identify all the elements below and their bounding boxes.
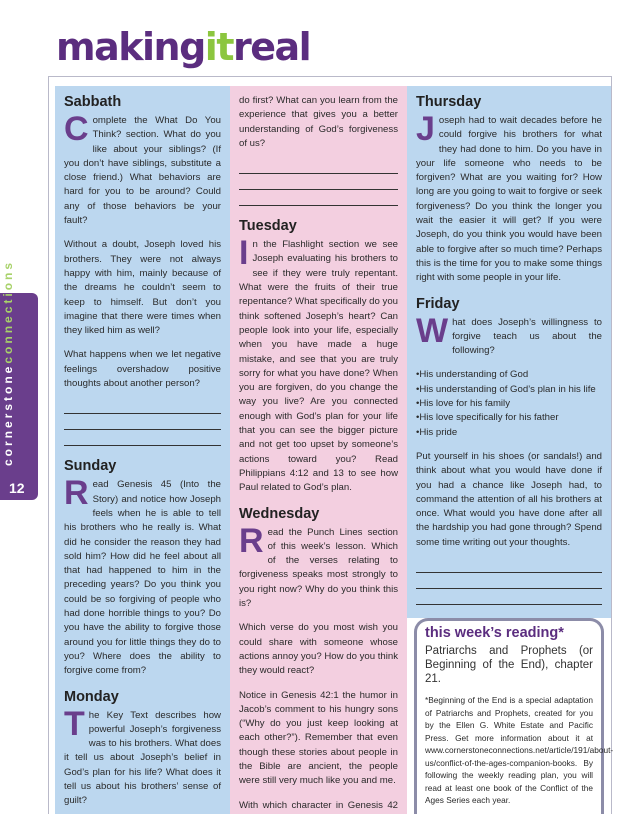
sunday-paragraph-1: Read Genesis 45 (Into the Story) and notice how Joseph feels when he is able to tell his brothers who he really is. What did he consider the reason they had sold him? How did he feel about all that had happened to him in the preceding years? Do you think you could be so forgiving of people who had done horrible things to you? Do you have the ability to forgive those around you for little things they do to you? Where does the ability to forgive come from?	[64, 474, 221, 677]
list-item: • His understanding of God	[416, 368, 602, 382]
wednesday-paragraph-2: Which verse do you most wish you could share with someone whose actions annoy you? How do you think they would react?	[239, 622, 398, 677]
sabbath-paragraph-3: What happens when we let negative feelings overshadow positive thoughts about another person?	[64, 349, 221, 390]
wednesday-paragraph-4: With which character in Genesis 42	[239, 799, 398, 811]
monday-paragraph-1: The Key Text describes how powerful Joseph’s forgiveness was to his brothers. What does it tell us about Joseph’s belief in God’s plan for his life? What does it tell us about his brothers’ sense of guilt?	[64, 704, 221, 807]
page-number: 12	[9, 480, 25, 496]
friday-paragraph-2: Put yourself in his shoes (or sandals!) and think about what you would have done if you had a chance like Joseph had, to command the attention of all his brothers at once. What would you have done after all the hardship you had gone through? Spend some time writing out your thoughts.	[416, 450, 602, 548]
heading-monday: Monday	[64, 688, 119, 705]
heading-sabbath: Sabbath	[64, 94, 122, 110]
column-right	[407, 86, 611, 618]
sidebar-word-connections: connections	[1, 259, 15, 364]
weekly-reading-box	[414, 618, 614, 814]
heading-sunday: Sunday	[64, 458, 117, 475]
monday-continued-paragraph: do first? What can you learn from the experience that gives you a better understanding of God’s forgiveness of us?	[239, 95, 398, 149]
heading-wednesday: Wednesday	[239, 505, 320, 522]
heading-friday: Friday	[416, 295, 460, 312]
friday-writing-lines[interactable]	[416, 560, 602, 618]
heading-tuesday: Tuesday	[239, 218, 297, 235]
title-making: making	[56, 25, 205, 69]
wednesday-paragraph-3: Notice in Genesis 42:1 the humor in Jacob’s comment to his hungry sons (“Why do you just keep looking at each other?”). Remember that even though these stories about people in the Bible are ancient, the people were still very much like you and me.	[239, 689, 398, 787]
tuesday-paragraph-1: In the Flashlight section we see Joseph evaluating his brothers to see if they were truly repentant. What were the fruits of their true repentance? What specifically do you think softened Joseph’s heart? Can people look into your life, especially when you have made a huge mistake, and see that you are truly sorry for what you have done? When you are forgiven, do you change the way you live? Are you connected enough with God’s plan for your life that you can see the bigger picture and not get too upset by someone’s actions toward you? Read Philippians 4:12 and 13 to see how Paul related to God’s plan.	[239, 234, 398, 494]
reading-note: *Beginning of the End is a special adaptation of Patriarchs and Prophets, created for you by the Ellen G. White Estate and Pacific Press. Get more information about it at www.cornerstoneconnections.net/article/191/about-us/conflict-of-the-ages-companion-books. By following the weekly reading plan, you will read at least one book of the Conflict of the Ages Series each year.	[425, 695, 614, 805]
sabbath-paragraph-2: Without a doubt, Joseph loved his brothers. They were not always happy with him, mainly because of the dreams he couldn’t seem to keep to himself. But don’t you imagine that there were times when they liked him as well?	[64, 239, 221, 337]
sabbath-paragraph-1: Complete the What Do You Think? section. What do you like about your siblings? (If you don’t have siblings, substitute a close friend.) What behaviors are hard for you to be around? Could any of those behaviors be your fault?	[64, 110, 221, 227]
monday-writing-lines[interactable]	[239, 161, 398, 206]
list-item: • His love specifically for his father	[416, 411, 602, 425]
wednesday-paragraph-1: Read the Punch Lines section of this week’s lesson. Which of the verses relating to forgiveness speaks most strongly to you right now? Why do you think this is?	[239, 521, 398, 610]
sidebar-brand	[2, 260, 14, 466]
friday-paragraph-1: What does Joseph’s willingness to forgive teach us about the following?	[416, 311, 602, 357]
page-title	[56, 25, 311, 69]
list-item: • His love for his family	[416, 397, 602, 411]
column-middle	[230, 86, 407, 814]
title-it: it	[204, 25, 233, 69]
title-real: real	[233, 25, 311, 69]
friday-bullet-list	[416, 368, 602, 439]
heading-thursday: Thursday	[416, 94, 482, 110]
thursday-paragraph-1: Joseph had to wait decades before he could forgive his brothers for what they had done to him. Do you have in your life someone who needs to be forgiven? What are you waiting for? How long are you going to wait to forgive or seek forgiveness? Do you think the longer you wait the easier it will get? If you were Joseph, do you think you would have been able to forgive after so much time? Perhaps this is the time for you to make some things right with some people in your life.	[416, 110, 602, 284]
sabbath-writing-lines[interactable]	[64, 401, 221, 446]
column-left	[55, 86, 230, 814]
reading-heading: this week’s reading*	[425, 625, 564, 641]
reading-book: Patriarchs and Prophets (or Beginning of the End), chapter 21.	[425, 645, 593, 685]
sidebar-word-cornerstone: cornerstone	[1, 363, 15, 466]
list-item: • His pride	[416, 426, 602, 440]
list-item: • His understanding of God’s plan in his life	[416, 383, 602, 397]
